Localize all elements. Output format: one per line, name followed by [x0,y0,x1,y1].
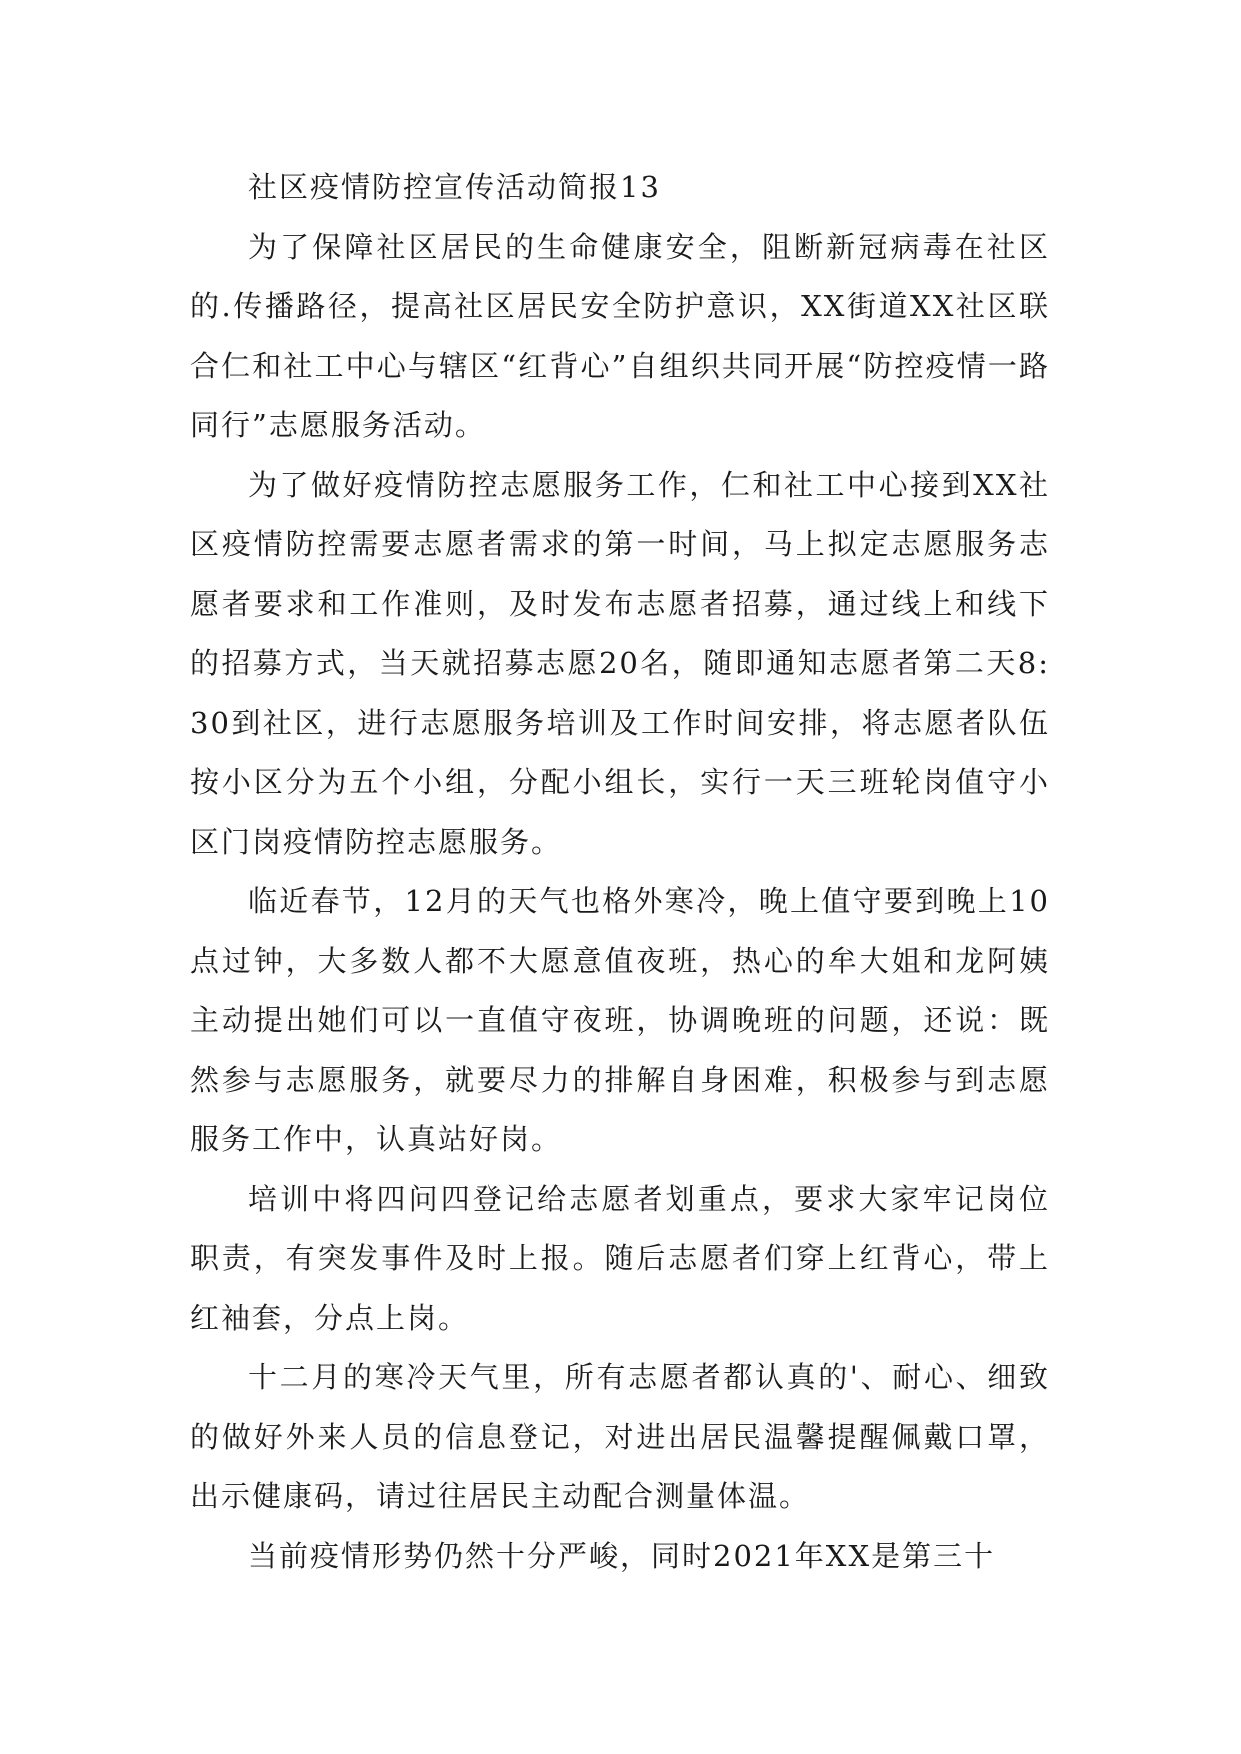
document-body [190,158,1050,1586]
document-title: 社区疫情防控宣传活动简报13 [248,170,661,204]
paragraph: 临近春节，12月的天气也格外寒冷，晚上值守要到晚上10点过钟，大多数人都不大愿意值夜班，热心的牟大姐和龙阿姨主动提出她们可以一直值守夜班，协调晚班的问题，还说：既然参与志愿服务，就要尽力的排解自身困难，积极参与到志愿服务工作中，认真站好岗。 [190,884,1050,1156]
paragraph: 培训中将四问四登记给志愿者划重点，要求大家牢记岗位职责，有突发事件及时上报。随后志愿者们穿上红背心，带上红袖套，分点上岗。 [190,1181,1050,1335]
paragraph: 为了保障社区居民的生命健康安全，阻断新冠病毒在社区的.传播路径，提高社区居民安全防护意识，XX街道XX社区联合仁和社工中心与辖区“红背心”自组织共同开展“防控疫情一路同行”志愿服务活动。 [190,229,1050,442]
paragraph: 为了做好疫情防控志愿服务工作，仁和社工中心接到XX社区疫情防控需要志愿者需求的第一时间，马上拟定志愿服务志愿者要求和工作准则，及时发布志愿者招募，通过线上和线下的招募方式，当天就招募志愿20名，随即通知志愿者第二天8:30到社区，进行志愿服务培训及工作时间安排，将志愿者队伍按小区分为五个小组，分配小组长，实行一天三班轮岗值守小区门岗疫情防控志愿服务。 [190,467,1050,859]
paragraph: 当前疫情形势仍然十分严峻，同时2021年XX是第三十 [248,1538,996,1573]
paragraph: 十二月的寒冷天气里，所有志愿者都认真的'、耐心、细致的做好外来人员的信息登记，对进出居民温馨提醒佩戴口罩，出示健康码，请过往居民主动配合测量体温。 [190,1360,1050,1513]
